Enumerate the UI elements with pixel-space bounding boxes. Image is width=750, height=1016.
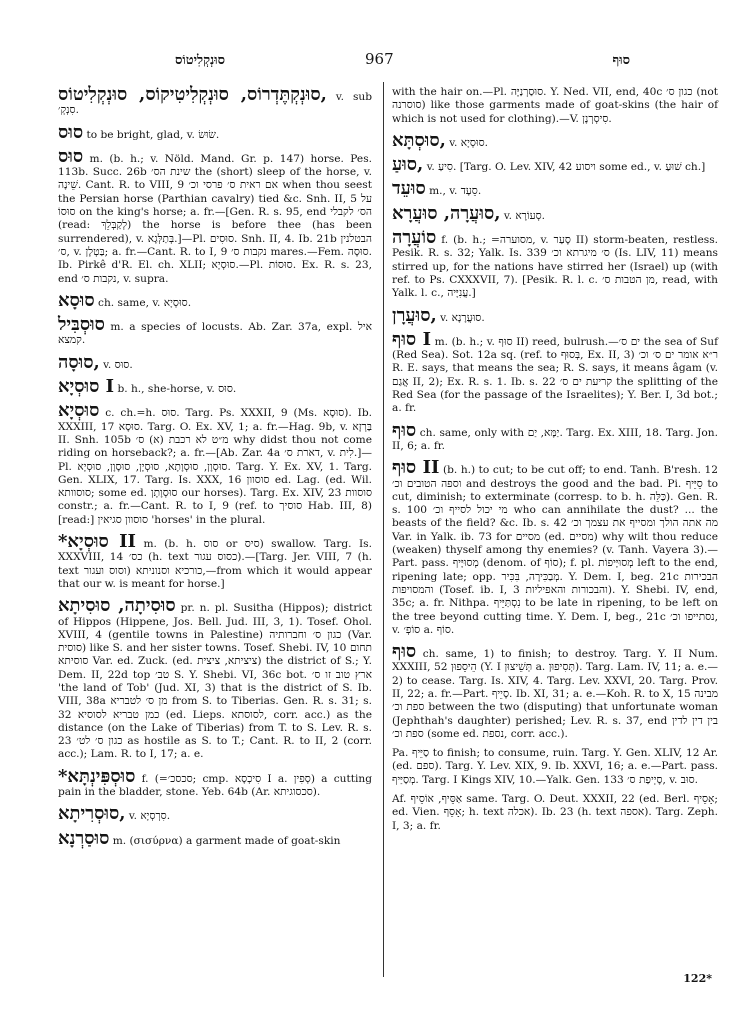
entry-headword: סוּעֵד <box>392 178 426 200</box>
entry-text: b. h., she-horse, v. סוּס. <box>117 383 237 396</box>
entry-headword: סוּנְקְתֶּדְרוֹס, סוּנְקְלִיטִיקוֹס, סוּנְקְלִיטוֹס, <box>58 84 327 105</box>
dictionary-entry <box>58 378 372 396</box>
entry-text: with the hair on.—Pl. סוּסַרְנַיָּה. Y. Ned. VII, end, 40c כגון ס׳ (not סוסרנה) like those garments made of goat-skins (the hair of which is not used for clothing).—V. סִיסְרְנָן. <box>392 86 718 125</box>
entry-headword: סוּסָה, <box>58 351 100 373</box>
entry-headword: סוּף <box>392 641 417 663</box>
dictionary-entry <box>58 402 372 527</box>
entry-text: f. (=סכסכ׳; cmp. סִיכְסָא I a. סְפִין) a cutting pain in the bladder, stone. Yeb. 64b (Ar. סכסוגיתא). <box>58 772 372 799</box>
dictionary-entry <box>58 351 372 373</box>
entry-text: to be bright, glad, v. שׂוּשׂ. <box>86 128 220 141</box>
entry-headword: סוּסַרְנָא <box>58 827 110 849</box>
dictionary-entry <box>58 86 372 118</box>
entry-headword: סוּס <box>58 121 84 143</box>
page-header <box>60 50 720 74</box>
dictionary-entry <box>392 747 718 787</box>
entry-text: v. סְעוֹרָא. <box>503 209 545 222</box>
dictionary-entry <box>392 156 718 174</box>
entry-text: m. (b. h.; v. סוּף II) reed, bulrush.—ים ס׳ the sea of Suf (Red Sea). Sot. 12a sq. (ref. to בְּסוּף, Ex. II, 3) ר״א אומר ים ס׳ וכ׳ R. E. says, that means the sea; R. S. says, it means âgam (v. אֲגַם II, 2); Ex. R. s. 1. Ib. s. 22 קריעת ים ס׳ the splitting of the Red Sea (for the passage of the Israelites); Y. Ber. I, 3d bot.; a. fr. <box>392 335 719 415</box>
entry-text: pr. n. pl. Susitha (Hippos); district of Hippos (Hippene, Jos. Bell. Jud. III, 3, 1). Tosef. Ohol. XVIII, 4 (gentile towns in Palestine) כגון ס׳ וחברותיה (Var. סוסית) like S. and her sister towns. Tosef. Shebi. IV, 10 תחום סוסיתא Var. ed. Zuck. (ed. ציציתא, ציצית) the district of S.; Y. Dem. II, 22d top טב׳ S. Y. Shebi. VI, 36c bot. ארץ טוב זו ס׳ 'the land of Tob' (Jud. XI, 3) that is the district of S. Ib. VIII, 38a מן ס׳ לטבריא from S. to Tiberias. Gen. R. s. 31; s. 32 כמן טבריא לסוסיא (ed. Lieps. לסוסתא, corr. acc.) as the distance (on the Lake of Tiberias) from T. to S. Lev. R. s. 23 כגון ס׳ לט׳ as hostile as S. to T.; Cant. R. to II, 2 (corr. acc.); Lam. R. to I, 17; a. e. <box>58 602 373 761</box>
entry-headword: סוּסְתָּא, <box>392 129 446 151</box>
running-head-left: סוּנְקְלִיטוֹס <box>175 53 225 68</box>
entry-text: v. סִרְסְיָא. <box>128 810 171 823</box>
dictionary-entry <box>392 304 718 326</box>
entry-headword: סוּף <box>392 419 417 441</box>
left-column <box>58 86 372 854</box>
entry-headword: סוּס <box>58 145 84 167</box>
entry-headword: סוּסִיתָה, סוּסִיתָא <box>58 595 176 617</box>
entry-text: v. סוּס. <box>103 358 133 371</box>
signature-mark: 122* <box>683 972 712 985</box>
entry-text: c. ch.=h. סוּס. Targ. Ps. XXXII, 9 (Ms. סוּסָא). Ib. XXXIII, 17 סוּסָא. Targ. O. Ex. XV, 1; a. fr.—Hag. 9b, v. בַּרְזָא II. Snh. 105b מ״ט לא רכבת (א) ס׳ why didst thou not come riding on horseback?; a. fr.—[Ab. Zar. 4a דארת ס׳, v. לִית.]—Pl. סוּסְוָן, סוּסְוָתָא, סוּסְיָן, סוּסָוָן, סוּסְיָא. Targ. Y. Ex. XV, 1. Targ. Gen. XLIX, 17. Targ. Is. XXX, 16 סוסוון ed. Lag. (ed. Wil. סוסוותא; some ed. סוּסְוָתָן our horses). Targ. Ex. XIV, 23 סוסוות constr.; a. fr.—Cant. R. to I, 9 (ref. to סוסיך Hab. III, 8) [read:] סוסוון סגיאין 'horses' in the plural. <box>58 407 372 526</box>
entry-headword: *סוּסְיָא II <box>58 531 136 553</box>
entry-headword: סוּף I <box>392 328 432 350</box>
dictionary-entry <box>58 316 372 348</box>
entry-text: m., v. סֵעָד. <box>429 185 482 198</box>
dictionary-entry <box>58 765 372 800</box>
entry-text: ch. same, 1) to finish; to destroy. Targ. Y. II Num. XXXIII, 52 הֵיסֵפוּן (Y. I תְּשֵׁיצוּן a. תְּסִיפוּן). Targ. Lam. IV, 11; a. e.—2) to cease. Targ. Is. XIV, 4. Targ. Lev. XXVI, 20. Targ. Prov. II, 22; a. fr.—Part. סָיֵיף. Ib. XI, 31; a. e.—Koh. R. to X, 15 מבינה ספת וכ׳ between the two (disputing) that unfortunate woman (Jephthah's daughter) perished; Lev. R. s. 37, end בין דין לדין ספת וכ׳ (some ed. נספת, corr. acc.). <box>392 648 718 740</box>
dictionary-entry <box>392 129 718 151</box>
entry-headword: *סוּסְפִּינְתָּא <box>58 765 136 787</box>
entry-text: v. sub סִנְקְ׳. <box>58 91 372 117</box>
dictionary-entry <box>392 229 718 300</box>
entry-text: (b. h.) to cut; to be cut off; to end. Tanh. B'resh. 12 וספה הטובים וכ׳ and destroys the good and the bad. Pi. סֵיֵּיף to cut, diminish; to exterminate (corresp. to b. h. כַּלֵּה). Gen. R. s. 100 מי יכול לסייף וכ׳ who can annihilate the dust? ... the beasts of the field? &c. Ib. s. 42 מה אתה הולך ומסייף את עצמך וכ׳ Var. in Yalk. ib. 73 for מסיים (ed. מסיים) why wilt thou reduce (weaken) thyself among thy enemies? (v. Tanh. Vayera 3).—Part. pass. מְסוּיָּיף (denom. of סוֹף); f. pl. מְסוּיָּיפוֹת left to the end, ripening late; opp. מְבַכִּירָה, בִּכִּיר. Y. Dem. I, beg. 21c הבכירות והמסויפות (Tosef. ib. I, 3 והבכורות והאפיליות). Y. Shebi. IV, end, 35c; a. fr. Nithpa. נִסְתַּיֵּיף to be late in ripening, to be left on the tree beyond cutting time. Y. Dem. I, beg., 21c נסתייפו וכ׳, v. סוֹפְ׳ a. סוֹף. <box>392 464 719 636</box>
dictionary-entry <box>392 419 718 454</box>
entry-headword: סוּסְיָא <box>58 400 100 422</box>
entry-headword: סוּעֲרָה, סוּעֲרָא, <box>392 202 501 224</box>
page-number: 967 <box>365 50 394 68</box>
entry-headword: סוּעֲרָן, <box>392 304 437 326</box>
running-head-right: סוּף <box>612 53 630 68</box>
entry-text: m. (b. h.; v. Nöld. Mand. Gr. p. 147) horse. Pes. 113b. Succ. 26b שינת הס׳ the (short) sleep of the horse, v. שֵׁינָה. Cant. R. to VIII, 9 אם ראית ס׳ פרסי וכ׳ when thou seest the Persian horse (Parthian cavalry) tied &c. Snh. II, 5 על סוּסוֹ on the king's horse; a. fr.—[Gen. R. s. 95, end הס׳ לקבלי (read: לְקַבְּלֵךְ) the horse is before thee (has been surrendered), v. בְּתַלְּגָא.]—Pl. סוּסִים. Snh. II, 4. Ib. 21b הבטלנין ס׳, v. בַּטְלָן; a. fr.—Cant. R. to I, 9 נקבות ס׳ mares.—Fem. סוּסָה. Ib. Pirkê d'R. El. ch. XLII; סוּסְיָא.—Pl. סוּסוֹת. Ex. R. s. 23, end נקבות ס׳, v. supra. <box>58 152 373 285</box>
entry-text: f. (b. h.; =מסוערה, v. סָעַר II) storm-beaten, restless. Pesik. R. s. 32; Yalk. Is. 339 ס׳ מיגרתא וכ׳ (Is. LIV, 11) means stirred up, for the nations have stirred her (Israel) up (with ref. to Ps. CXXXVII, 7). [Pesik. R. l. c. מן הטבות ס׳, read, with Yalk. l. c., עֲנִיָּיה.] <box>392 234 719 300</box>
dictionary-entry <box>392 180 718 198</box>
entry-text: ch. same, v. סוּסְיָא. <box>98 296 192 309</box>
dictionary-entry <box>58 827 372 849</box>
dictionary-entry <box>58 121 372 143</box>
entry-headword: סוּסְרִיתָא, <box>58 803 126 825</box>
entry-text: ch. same, only with יַמָּא, יַם. Targ. Ex. XIII, 18. Targ. Jon. II, 6; a. fr. <box>392 426 718 452</box>
dictionary-entry <box>392 643 718 741</box>
dictionary-entry <box>58 145 373 286</box>
entry-text: v. סִיעַ. [Targ. O. Lev. XIV, 42 ויסוע some ed., v. שׁוּעַ ch.] <box>426 161 706 174</box>
column-divider <box>383 82 384 977</box>
entry-text: m. a species of locusts. Ab. Zar. 37a, expl. איל קמצא. <box>58 321 372 347</box>
entry-text: v. סוּעֲרָנָא. <box>440 311 485 324</box>
entry-headword: סוּף II <box>392 457 440 479</box>
entry-headword: סוֹעֲרָה <box>392 227 437 249</box>
entry-headword: סוּעַ, <box>392 154 424 176</box>
entry-headword: סוּסְיָא I <box>58 376 115 398</box>
dictionary-entry <box>392 202 718 224</box>
dictionary-entry <box>392 86 718 126</box>
dictionary-entry <box>58 597 372 762</box>
entry-text: v. סוּסְיָא. <box>449 136 489 149</box>
entry-text: Af. אַסֵּיף, אוֹסֵיף same. Targ. O. Deut. XXXII, 22 (ed. Berl. אָסֵיף; ed. Vien. אָסֵף; h. text אכלה). Ib. 23 (h. text אספה). Targ. Zeph. I, 3; a. fr. <box>392 793 718 832</box>
dictionary-entry <box>58 533 372 591</box>
entry-text: Pa. סַיֵּיף to finish; to consume, ruin. Targ. Y. Gen. XLIV, 12 Ar. (ed. ספם). Targ. Y. Lev. XIX, 9. Ib. XXVI, 16; a. e.—Part. pass. מְסַיַּיף. Targ. I Kings XIV, 10.—Yalk. Gen. 133 סָיְיפַת ס׳, v. סוּב. <box>392 747 719 786</box>
dictionary-entry <box>392 328 719 416</box>
dictionary-entry <box>58 805 372 823</box>
entry-headword: סוּסָא <box>58 289 95 311</box>
right-column <box>392 86 718 839</box>
dictionary-entry <box>58 289 372 311</box>
entry-text: m. (σισύρνα) a garment made of goat-skin <box>112 834 341 847</box>
entry-text: m. (b. h. סוס or סיס) swallow. Targ. Is. XXXVIII, 14 כס׳ (h. text כסוס עגור).—[Targ. Jer. VIII, 7 (h. text וסוס ועגור) כורכיא וסנוניתא,—from which it would appear that our w. is meant for horse.] <box>58 538 373 590</box>
entry-headword: סוּסְבִּיל <box>58 314 105 336</box>
dictionary-entry <box>392 793 718 833</box>
dictionary-entry <box>392 459 718 637</box>
